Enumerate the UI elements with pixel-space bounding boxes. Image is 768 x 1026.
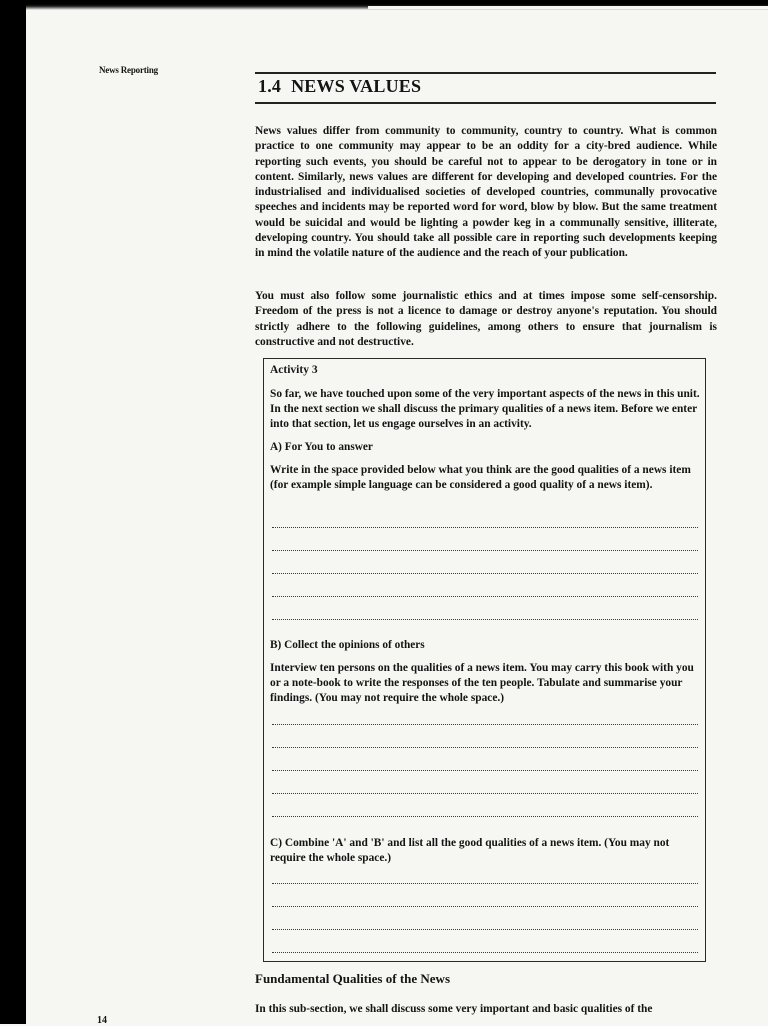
answer-line-c2[interactable] (272, 906, 698, 907)
answer-line-b2[interactable] (272, 747, 698, 748)
paragraph-ethics: You must also follow some journalistic ethics and at times impose some self-censorship. Freedom of the press is not a licence to damage or destroy anyone's reputation. You should strictly adhere to the following guidelines, among others to ensure that journalism is constructive and not destructive. (255, 290, 717, 348)
running-header: News Reporting (99, 65, 158, 75)
answer-line-a1[interactable] (272, 527, 698, 528)
answer-line-b4[interactable] (272, 793, 698, 794)
part-a-text: Write in the space provided below what you think are the good qualities of a news item (for example simple language can be considered a good quality of a news item). (270, 464, 691, 492)
page-number: 14 (97, 1015, 107, 1026)
part-b-heading: B) Collect the opinions of others (270, 639, 425, 651)
part-b-text: Interview ten persons on the qualities of a news item. You may carry this book with you or a note-book to write the responses of the ten people. Tabulate and summarise your findings. (You may not require the whole space.) (270, 662, 694, 705)
activity-intro: So far, we have touched upon some of the very important aspects of the news in this unit. In the next section we shall discuss the primary qualities of a news item. Before we enter into that section, let us engage ourselves in an activity. (270, 388, 700, 431)
subsection-heading: Fundamental Qualities of the News (255, 971, 450, 986)
part-a-heading: A) For You to answer (270, 441, 373, 453)
title-rule-bottom (255, 102, 716, 104)
scan-left-edge (0, 0, 26, 1024)
paragraph-news-values: News values differ from community to community, country to country. What is common practice to one community may appear to be an oddity for a city-bred audience. While reporting such events, you should be careful not to appear to be derogatory in tone or in content. Similarly, news values are different for developing and developed countries. For the industrialised and individualised societies of developed countries, communally provocative speeches and incidents may be reported word for word, blow by blow. But the same treatment would be suicidal and would be lighting a powder keg in a communally sensitive, illiterate, developing country. You should take all possible care in reporting such developments keeping in mind the volatile nature of the audience and the reach of your publication. (255, 125, 717, 260)
answer-line-b1[interactable] (272, 724, 698, 725)
answer-line-c1[interactable] (272, 883, 698, 884)
activity-title: Activity 3 (270, 364, 318, 376)
scan-top-edge (0, 0, 768, 10)
title-rule-top (255, 72, 716, 74)
answer-line-b3[interactable] (272, 770, 698, 771)
answer-line-c4[interactable] (272, 952, 698, 953)
part-c-text: C) Combine 'A' and 'B' and list all the good qualities of a news item. (You may not require the whole space.) (270, 837, 670, 865)
section-title (258, 76, 421, 97)
answer-line-a2[interactable] (272, 550, 698, 551)
section-title-text: NEWS VALUES (291, 76, 422, 96)
answer-line-c3[interactable] (272, 929, 698, 930)
answer-line-b5[interactable] (272, 816, 698, 817)
answer-line-a3[interactable] (272, 573, 698, 574)
section-number: 1.4 (258, 76, 282, 96)
answer-line-a5[interactable] (272, 619, 698, 620)
answer-line-a4[interactable] (272, 596, 698, 597)
subsection-text: In this sub-section, we shall discuss some very important and basic qualities of the (255, 1003, 653, 1015)
